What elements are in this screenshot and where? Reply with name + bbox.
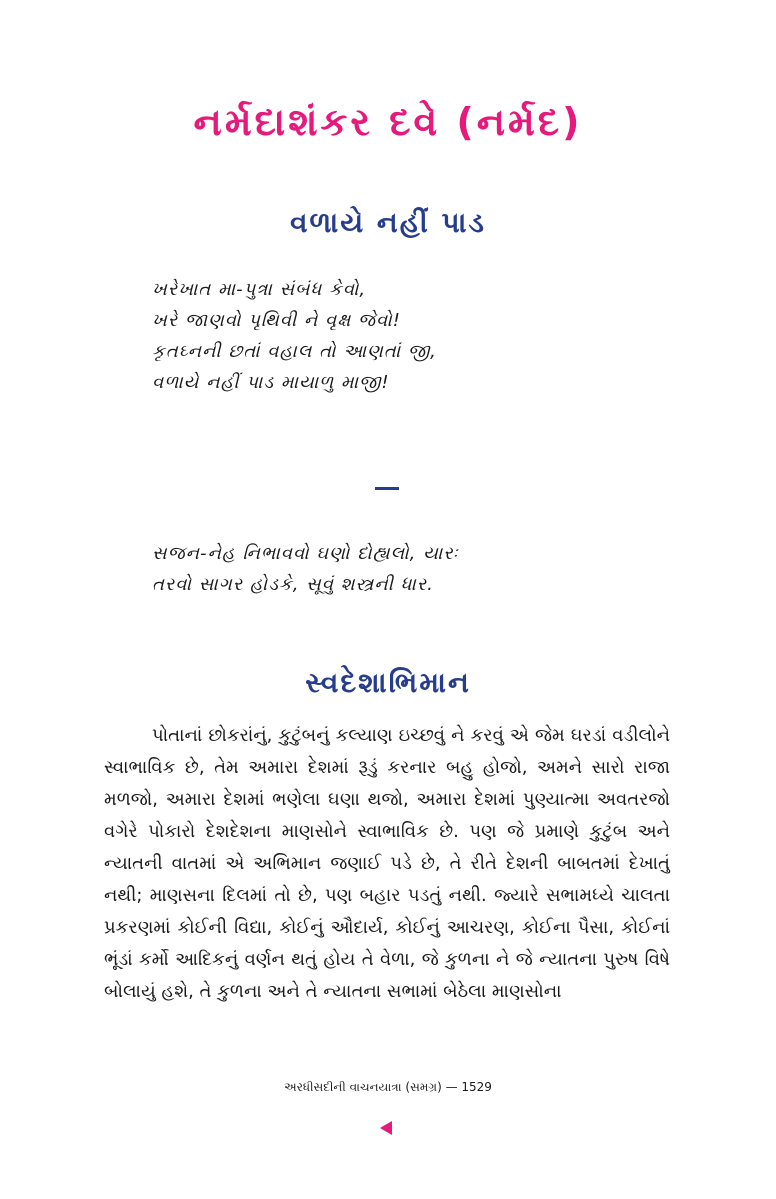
poem-line: ખરેખાત મા-પુત્રા સંબંધ કેવો,	[152, 279, 367, 300]
poem-line: સજન-નેહ નિભાવવો ઘણો દોહ્યલો, યારઃ	[152, 543, 459, 564]
page-title: નર્મદાશંકર દવે (નર્મદ)	[193, 100, 583, 144]
poem-line: ખરે જાણવો પૃથિવી ને વૃક્ષ જેવો!	[152, 310, 401, 331]
body-paragraph: પોતાનાં છોકરાંનું, કુટુંબનું કલ્યાણ ઇચ્છવું ને કરવું એ જેમ ઘરડાં વડીલોને સ્વાભાવિક છે, તેમ અમારા દેશમાં રૂડું કરનાર બહુ હોજો, અમને સારો રાજા મળજો, અમારા દેશમાં ભણેલા ઘણા થજો, અમારા દેશમાં પુણ્યાત્મા અવતરજો વગેરે પોકારો દેશદેશના માણસોને સ્વાભાવિક છે. પણ જે પ્રમાણે કુટુંબ અને ન્યાતની વાતમાં એ અભિમાન જણાઈ પડે છે, તે રીતે દેશની બાબતમાં દેખાતું નથી; માણસના દિલમાં તો છે, પણ બહાર પડતું નથી. જ્યારે સભામધ્યે ચાલતા પ્રકરણમાં કોઈની વિદ્યા, કોઈનું ઔદાર્ય, કોઈનું આચરણ, કોઈના પૈસા, કોઈનાં ભૂંડાં કર્મો આદિકનું વર્ણન થતું હોય તે વેળા, જે કુળના ને જે ન્યાતના પુરુષ વિષે બોલાયું હશે, તે કુળના અને તે ન્યાતના સભામાં બેઠેલા માણસોના	[104, 725, 670, 1002]
footer-separator: —	[445, 1080, 458, 1094]
poem-stanza-1	[152, 274, 437, 398]
poem-title: વળાયે નહીં પાડ	[290, 206, 486, 239]
poem-line: તરવો સાગર હોડકે, સૂવું શસ્ત્રની ધાર.	[152, 574, 434, 595]
footer-book-title: અરધીસદીની વાચનયાત્રા (સમગ્ર)	[284, 1080, 442, 1094]
poem-stanza-2	[152, 538, 459, 600]
triangle-left-icon[interactable]	[380, 1121, 392, 1135]
section-divider	[375, 487, 399, 490]
page-footer	[0, 1080, 776, 1095]
page-number: 1529	[461, 1080, 492, 1094]
poem-line: કૃતઘ્નની છતાં વહાલ તો આણતાં જી,	[152, 341, 437, 362]
section-title: સ્વદેશાભિમાન	[305, 666, 471, 699]
poem-line: વળાયે નહીં પાડ માયાળુ માજી!	[152, 372, 390, 393]
